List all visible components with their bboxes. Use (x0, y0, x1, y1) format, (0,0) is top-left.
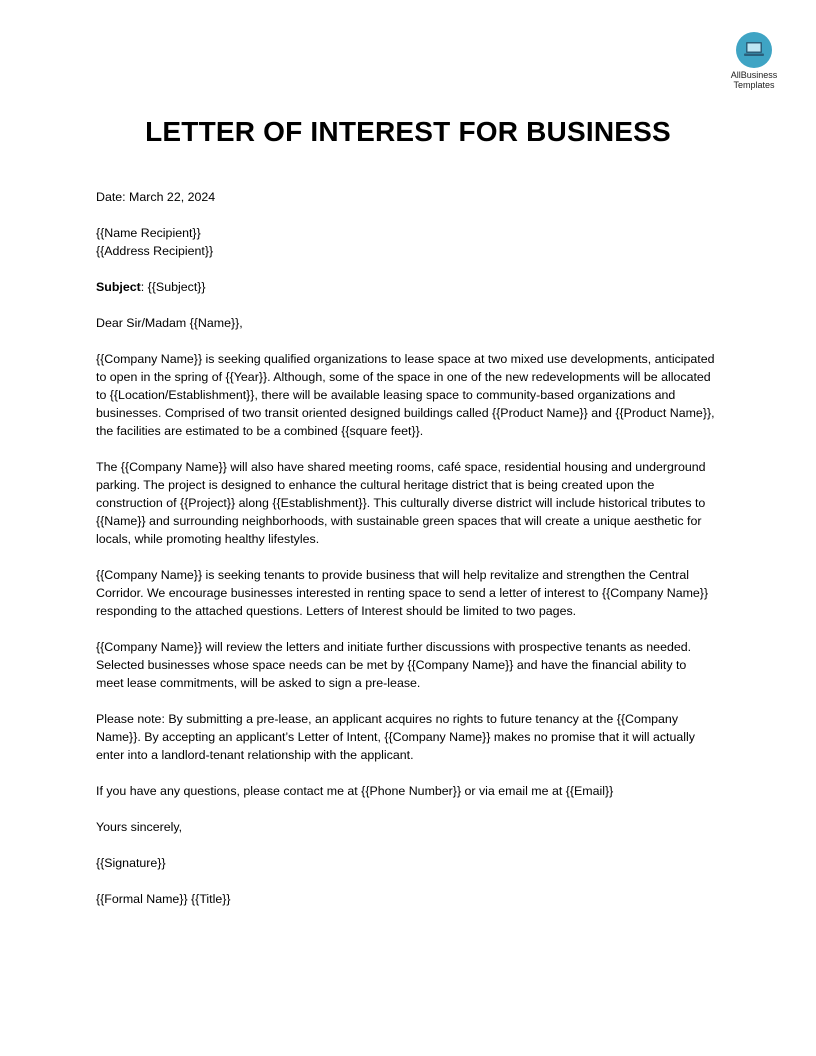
salutation: Dear Sir/Madam {{Name}}, (96, 316, 243, 330)
letter-body (96, 188, 716, 926)
subject-label: Subject (96, 280, 141, 294)
paragraph: If you have any questions, please contact me at {{Phone Number}} or via email me at {{Email}} (96, 784, 614, 798)
laptop-icon (736, 32, 772, 68)
subject-line (96, 278, 716, 296)
recipient-name: {{Name Recipient}} (96, 226, 201, 240)
logo-text-line1: AllBusiness (730, 70, 778, 80)
recipient-address: {{Address Recipient}} (96, 244, 214, 258)
brand-logo (722, 32, 786, 90)
document-title: LETTER OF INTEREST FOR BUSINESS (145, 116, 671, 147)
paragraph: Please note: By submitting a pre-lease, an applicant acquires no rights to future tenancy at the {{Company Name}}. By accepting an applicant’s Letter of Intent, {{Company Name}} makes no promise that it will actually enter into a landlord-tenant relationship with the applicant. (96, 712, 695, 762)
closing: Yours sincerely, (96, 820, 183, 834)
subject-value: : {{Subject}} (140, 280, 206, 294)
logo-text-line2: Templates (733, 80, 775, 90)
signature: {{Signature}} (96, 856, 166, 870)
paragraph: {{Company Name}} is seeking qualified organizations to lease space at two mixed use developments, anticipated to open in the spring of {{Year}}. Although, some of the space in one of the new redevelopments will be allocated to {{Location/Establishment}}, there will be available leasing space to community-based organizations and businesses. Comprised of two transit oriented designed buildings called {{Product Name}} and {{Product Name}}, the facilities are estimated to be a combined {{square feet}}. (96, 352, 715, 438)
paragraph: The {{Company Name}} will also have shared meeting rooms, café space, residential housing and underground parking. The project is designed to enhance the cultural heritage district that is being created upon the construction of {{Project}} along {{Establishment}}. This culturally diverse district will include historical tributes to {{Name}} and surrounding neighborhoods, with sustainable green spaces that will create a unique aesthetic for locals, while promoting healthy lifestyles. (96, 460, 706, 546)
formal-name: {{Formal Name}} {{Title}} (96, 892, 231, 906)
paragraph: {{Company Name}} is seeking tenants to provide business that will help revitalize and strengthen the Central Corridor. We encourage businesses interested in renting space to send a letter of interest to {{Company Name}} responding to the attached questions. Letters of Interest should be limited to two pages. (96, 568, 709, 618)
recipient-block (96, 224, 716, 260)
paragraph: {{Company Name}} will review the letters and initiate further discussions with prospective tenants as needed. Selected businesses whose space needs can be met by {{Company Name}} and have the financial ability to meet lease commitments, will be asked to sign a pre-lease. (96, 640, 692, 690)
letter-date: Date: March 22, 2024 (96, 190, 216, 204)
